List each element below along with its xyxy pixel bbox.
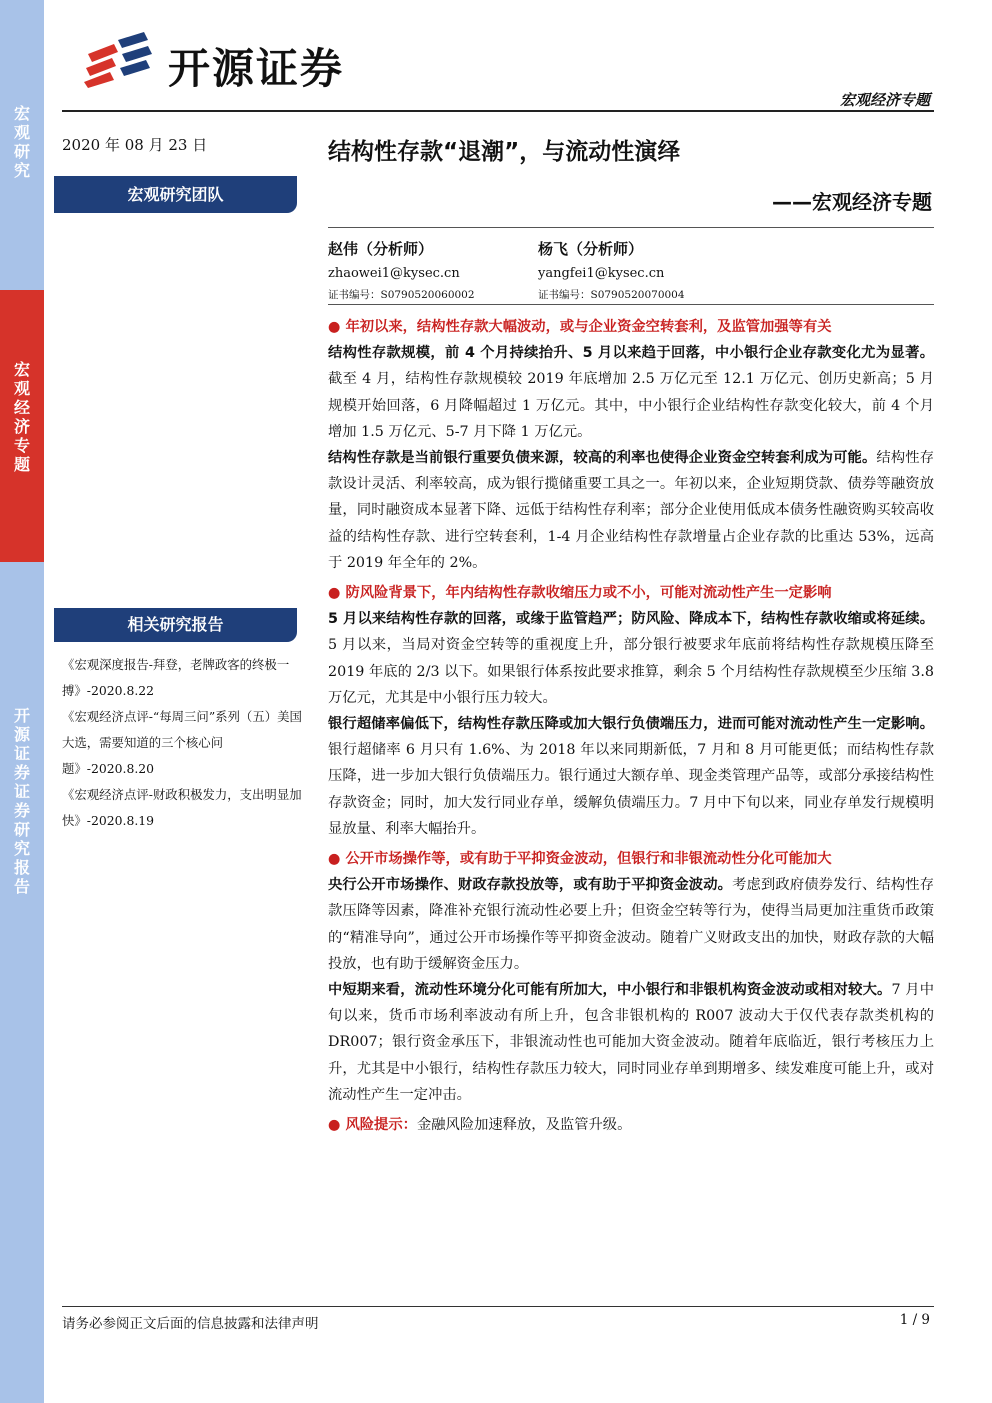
section-heading: 年初以来，结构性存款大幅波动，或与企业资金空转套利，及监管加强等有关 — [345, 319, 832, 335]
footer-divider — [62, 1306, 934, 1307]
section-2 — [328, 580, 934, 842]
analyst-card — [538, 238, 738, 304]
analyst-cert: 证书编号：S0790520070004 — [538, 289, 685, 301]
section-1 — [328, 314, 934, 576]
analyst-email[interactable]: zhaowei1@kysec.cn — [328, 266, 460, 281]
analyst-email[interactable]: yangfei1@kysec.cn — [538, 266, 665, 281]
report-date: 2020 年 08 月 23 日 — [62, 136, 208, 154]
analyst-name: 杨飞（分析师） — [538, 240, 644, 258]
page-number: 1 / 9 — [899, 1312, 930, 1328]
brand-logo — [84, 28, 384, 93]
analyst-name: 赵伟（分析师） — [328, 240, 434, 258]
key-point: 中短期来看，流动性环境分化可能有所加大，中小银行和非银机构资金波动或相对较大。 — [328, 982, 892, 999]
header-divider — [62, 110, 934, 112]
key-point: 央行公开市场操作、财政存款投放等，或有助于平抑资金波动。 — [328, 877, 733, 894]
footer-disclaimer: 请务必参阅正文后面的信息披露和法律声明 — [62, 1316, 319, 1332]
paragraph-text: 结构性存款设计灵活、利率较高，成为银行揽储重要工具之一。年初以来，企业短期贷款、债券等融资放量，同时融资成本显著下降、远低于结构性存利率；部分企业使用低成本债务性融资购买较高收益的结构性存款、进行空转套利，1-4 月企业结构性存款增量占企业存款的比重达 53%，远高于 2019 年全年的 2%。 — [328, 450, 934, 571]
risk-text: 金融风险加速释放，及监管升级。 — [416, 1117, 632, 1134]
sidebar-label-bottom: 开源证券 证券研究报告 — [13, 706, 30, 896]
related-reports-banner: 相关研究报告 — [54, 608, 297, 642]
sidebar-label-top: 宏观研究 — [13, 104, 30, 180]
related-reports-list — [62, 652, 304, 834]
analyst-divider — [328, 304, 934, 305]
brand-logo-icon — [84, 32, 154, 88]
sidebar-stripe — [0, 0, 44, 1403]
bullet-icon: ● — [328, 851, 346, 868]
title-divider — [328, 227, 934, 228]
related-report-item[interactable]: 《宏观深度报告-拜登，老牌政客的终极一搏》-2020.8.22 — [62, 657, 290, 698]
key-point: 5 月以来结构性存款的回落，或缘于监管趋严；防风险、降成本下，结构性存款收缩或将延续。 — [328, 611, 934, 628]
bullet-icon: ● — [328, 1117, 346, 1134]
brand-name: 开源证券 — [168, 44, 345, 93]
related-report-item[interactable]: 《宏观经济点评-“每周三问”系列（五）美国大选，需要知道的三个核心问题》-2020.8.20 — [62, 709, 302, 776]
risk-label: 风险提示： — [345, 1117, 417, 1134]
key-point: 结构性存款规模，前 4 个月持续抬升、5 月以来趋于回落，中小银行企业存款变化尤为显著。 — [328, 345, 934, 362]
bullet-icon: ● — [328, 585, 346, 602]
analyst-card — [328, 238, 528, 304]
paragraph-text: 银行超储率 6 月只有 1.6%、为 2018 年以来同期新低，7 月和 8 月可能更低；而结构性存款压降，进一步加大银行负债端压力。银行通过大额存单、现金类管理产品等，或部分承接结构性存款资金；同时，加大发行同业存单，缓解负债端压力。7 月中下旬以来，同业存单发行规模明显放量、利率大幅抬升。 — [328, 742, 934, 837]
header-report-type: 宏观经济专题 — [839, 91, 930, 109]
section-heading: 防风险背景下，年内结构性存款收缩压力或不小，可能对流动性产生一定影响 — [345, 585, 832, 602]
paragraph-text: 考虑到政府债券发行、结构性存款压降等因素，降准补充银行流动性必要上升；但资金空转等行为，使得当局更加注重货币政策的“精准导向”，通过公开市场操作等平抑资金波动。随着广义财政支出的加快，财政存款的大幅投放，也有助于缓解资金压力。 — [328, 877, 935, 972]
section-heading: 公开市场操作等，或有助于平抑资金波动，但银行和非银流动性分化可能加大 — [345, 851, 832, 868]
paragraph-text: 截至 4 月，结构性存款规模较 2019 年底增加 2.5 万亿元至 12.1 万亿元、创历史新高；5 月规模开始回落，6 月降幅超过 1 万亿元。其中，中小银行企业结构性存款变化较大，前 4 个月增加 1.5 万亿元、5-7 月下降 1 万亿元。 — [328, 371, 934, 440]
related-report-item[interactable]: 《宏观经济点评-财政积极发力，支出明显加快》-2020.8.19 — [62, 787, 302, 828]
key-point: 结构性存款是当前银行重要负债来源，较高的利率也使得企业资金空转套利成为可能。 — [328, 450, 877, 467]
section-3 — [328, 846, 934, 1108]
report-subtitle: ——宏观经济专题 — [772, 190, 932, 214]
report-title: 结构性存款“退潮”，与流动性演绎 — [328, 139, 681, 165]
report-body — [328, 314, 934, 1138]
risk-note — [328, 1112, 934, 1138]
team-banner: 宏观研究团队 — [54, 176, 297, 213]
bullet-icon: ● — [328, 319, 346, 335]
key-point: 银行超储率偏低下，结构性存款压降或加大银行负债端压力，进而可能对流动性产生一定影响。 — [328, 716, 934, 733]
sidebar-label-middle: 宏观经济专题 — [13, 360, 30, 474]
analyst-cert: 证书编号：S0790520060002 — [328, 289, 475, 301]
paragraph-text: 7 月中旬以来，货币市场利率波动有所上升，包含非银机构的 R007 波动大于仅代表存款类机构的 DR007；银行资金承压下，非银流动性也可能加大资金波动。随着年底临近，银行考核压力上升，尤其是中小银行，结构性存款压力较大，同时同业存单到期增多、续发难度可能上升，或对流动性产生一定冲击。 — [328, 982, 935, 1103]
paragraph-text: 5 月以来，当局对资金空转等的重视度上升，部分银行被要求年底前将结构性存款规模压降至 2019 年底的 2/3 以下。如果银行体系按此要求推算，剩余 5 个月结构性存款规模至少压缩 3.8 万亿元，尤其是中小银行压力较大。 — [328, 637, 934, 706]
